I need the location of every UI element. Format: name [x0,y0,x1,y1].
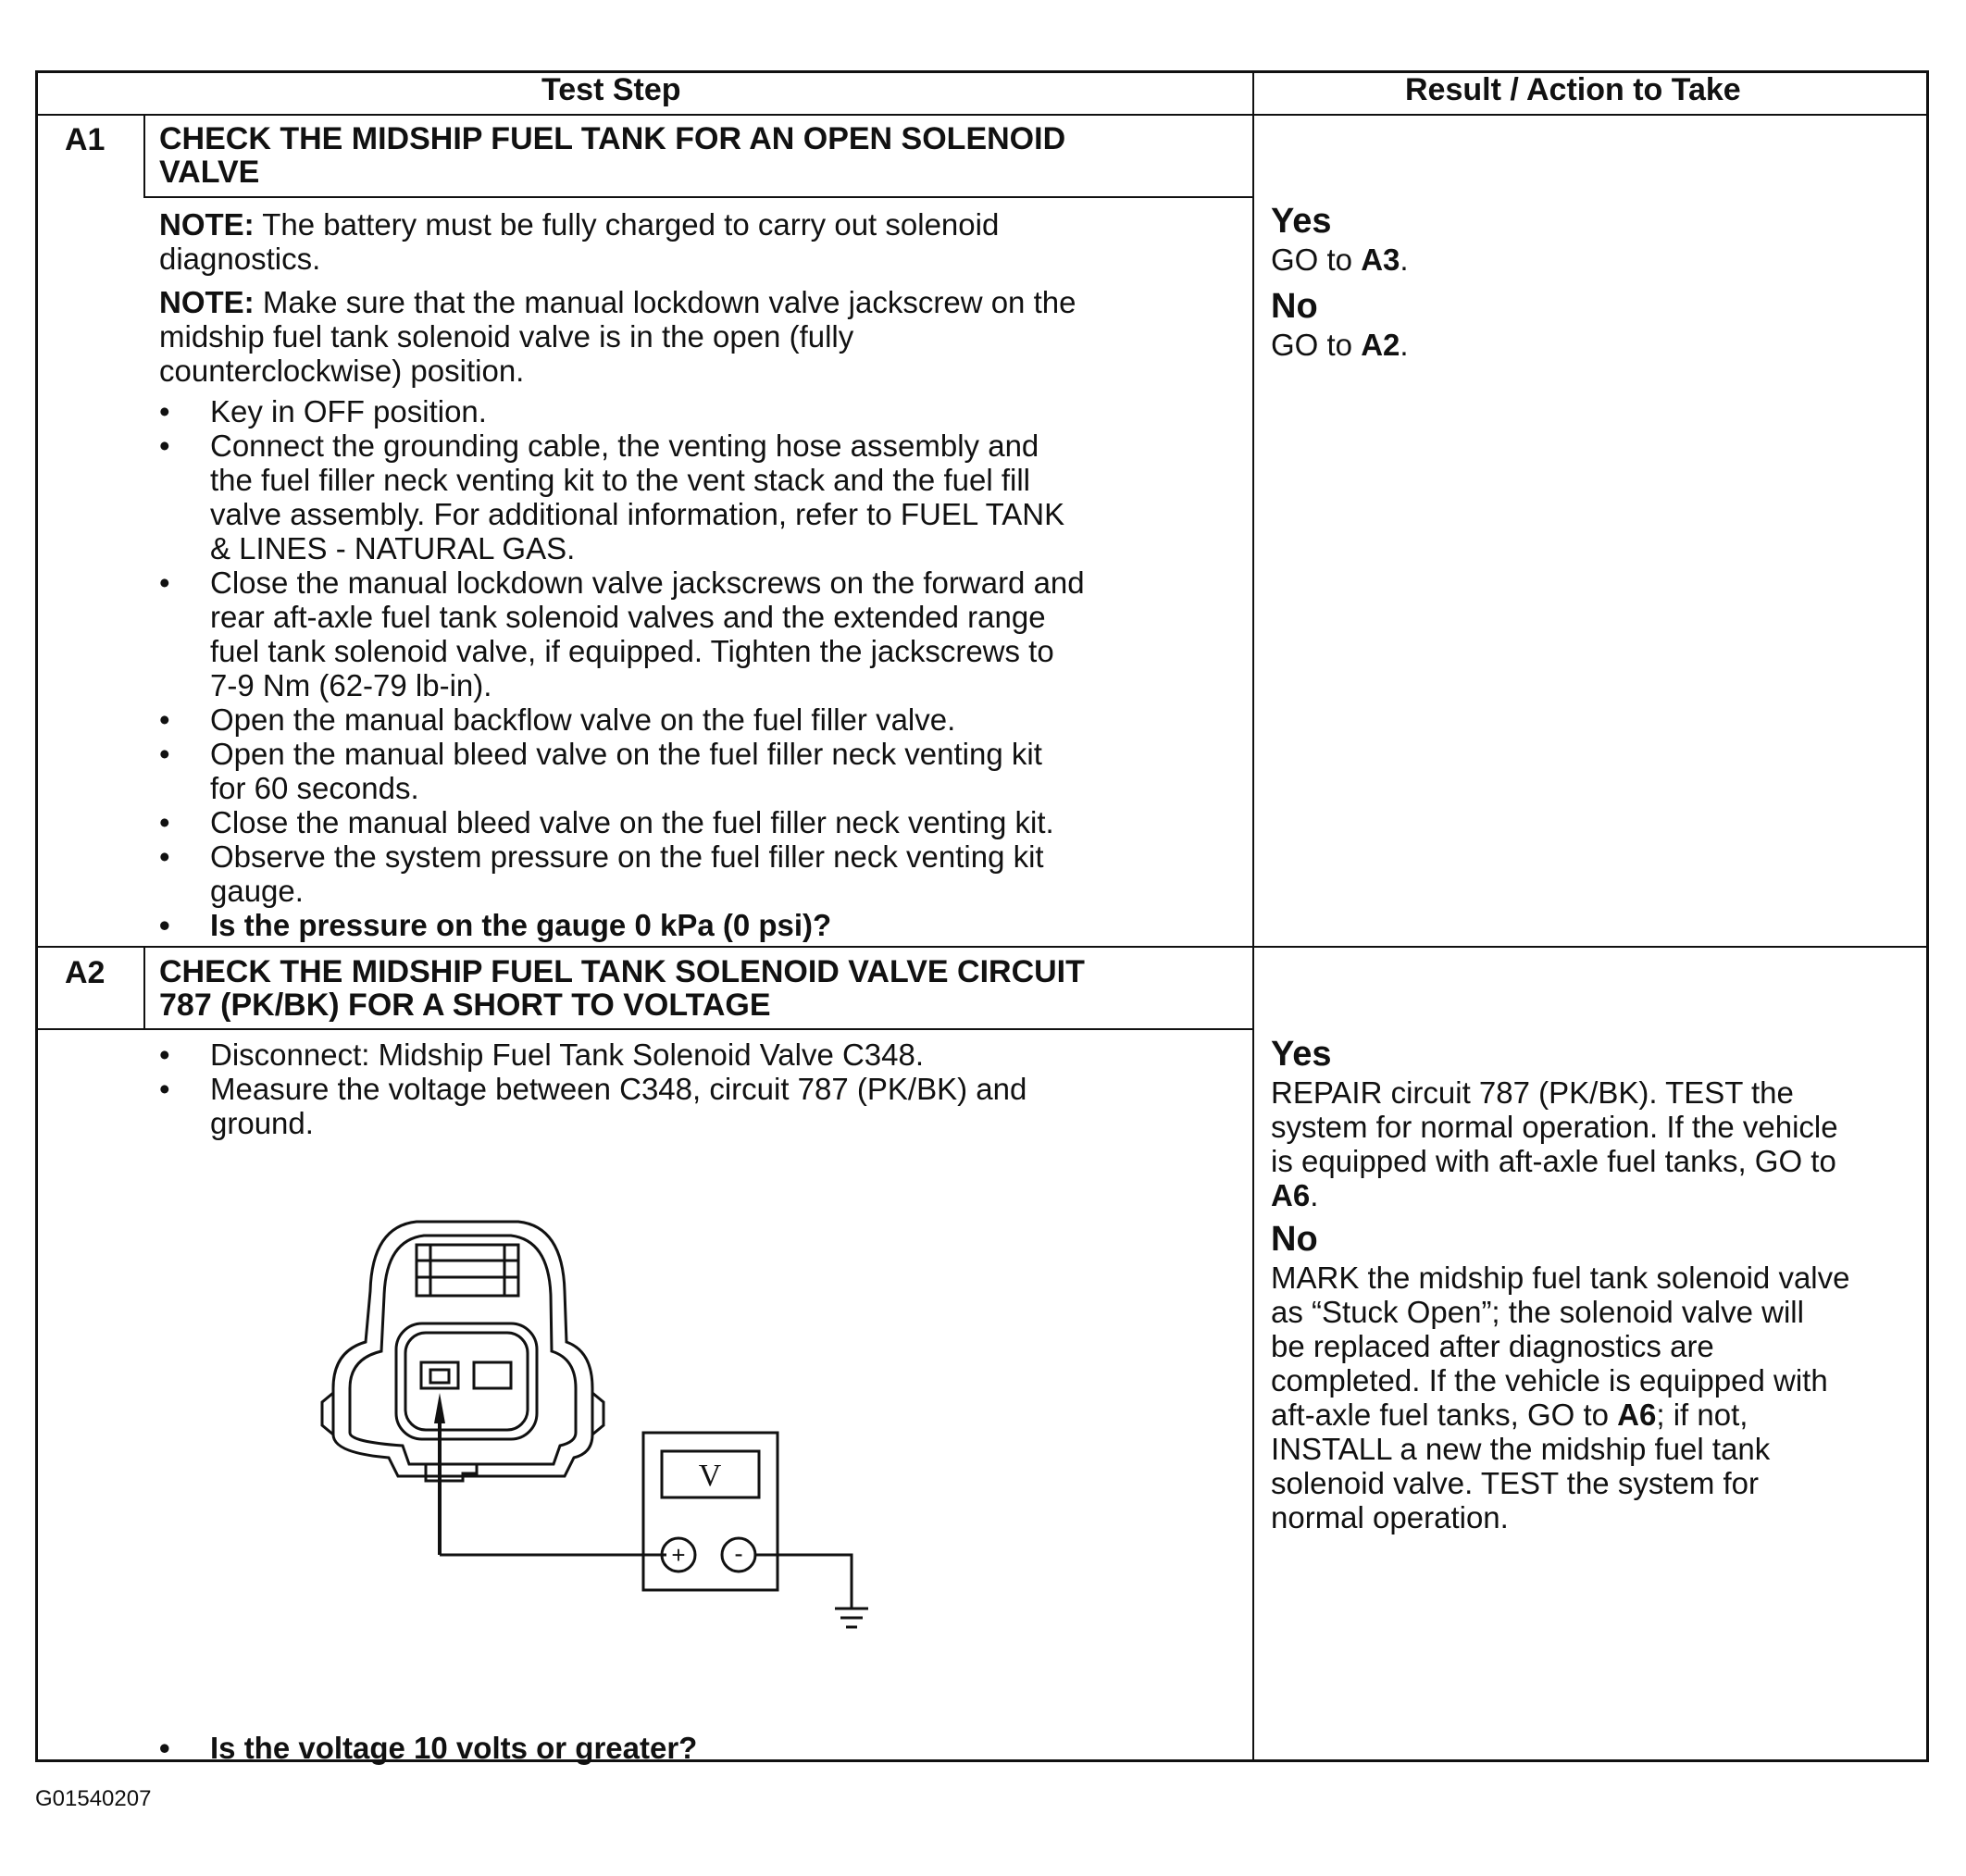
a2-steps-list [159,1037,1027,1140]
text-line: aft-axle fuel tanks, GO to A6; if not, [1271,1398,1748,1432]
text-line: MARK the midship fuel tank solenoid valve [1271,1261,1850,1295]
a1-step-item [159,737,1085,805]
text-line: be replaced after diagnostics are [1271,1329,1714,1363]
a1-yes-label: Yes [1271,202,1332,241]
a1-step-item [159,565,1085,702]
a2-no-label: No [1271,1220,1318,1259]
a1-step-item [159,805,1085,839]
terminal-housing [396,1323,537,1439]
a1-step-item [159,429,1085,565]
step-id-divider-a1 [143,114,145,197]
ground-wire [755,1555,852,1609]
voltmeter-label: V [698,1459,722,1493]
a1-step-item [159,394,1085,429]
step-line: • Connect the grounding cable, the venting hose assembly and [210,429,1039,463]
voltmeter [643,1433,778,1590]
connector-voltmeter-diagram [315,1203,889,1638]
a1-title-divider [143,196,1252,198]
a2-question: • Is the voltage 10 volts or greater? [159,1731,697,1765]
a1-note2-line2: midship fuel tank solenoid valve is in the open (fully [159,319,854,354]
step-line: fuel tank solenoid valve, if equipped. Tighten the jackscrews to [210,634,1054,668]
text-line: REPAIR circuit 787 (PK/BK). TEST the [1271,1075,1794,1110]
a1-note1: NOTE: The battery must be fully charged to carry out solenoid [159,207,1000,242]
a2-title-line2: 787 (PK/BK) FOR A SHORT TO VOLTAGE [159,988,771,1023]
a2-yes-label: Yes [1271,1035,1332,1074]
a2-yes-action [1271,1075,1838,1212]
step-id-a1: A1 [65,122,106,157]
a1-step-item [159,839,1085,908]
terminal-cavity-1 [421,1362,458,1388]
step-line: • Key in OFF position. [210,394,487,429]
a1-title-line1: CHECK THE MIDSHIP FUEL TANK FOR AN OPEN SOLENOID [159,121,1066,156]
text-line: solenoid valve. TEST the system for [1271,1466,1760,1500]
step-line: & LINES - NATURAL GAS. [210,531,576,565]
step-line: • Close the manual lockdown valve jackscrews on the forward and [210,565,1085,600]
text-line: system for normal operation. If the vehicle [1271,1110,1838,1144]
column-divider [1252,70,1254,1762]
step-line: rear aft-axle fuel tank solenoid valves and the extended range [210,600,1046,634]
header-test-step: Test Step [541,72,681,107]
step-line: gauge. [210,874,304,908]
step-line: • Open the manual backflow valve on the fuel filler valve. [210,702,956,737]
step-line: for 60 seconds. [210,771,419,805]
a2-yes-target: A6. [1271,1178,1319,1212]
a1-question: • Is the pressure on the gauge 0 kPa (0 psi)? [159,908,1085,942]
step-id-a2: A2 [65,955,106,990]
a2-step-item [159,1072,1027,1140]
text-line: completed. If the vehicle is equipped with [1271,1363,1828,1398]
ground-symbol [835,1609,868,1627]
header-divider [35,114,1929,116]
header-result-action: Result / Action to Take [1405,72,1741,107]
a2-step-item [159,1037,1027,1072]
step-line: valve assembly. For additional information, refer to FUEL TANK [210,497,1065,531]
terminal-cavity-2 [474,1362,511,1388]
text-line: is equipped with aft-axle fuel tanks, GO to [1271,1144,1836,1178]
step-line: • Close the manual bleed valve on the fuel filler neck venting kit. [210,805,1054,839]
probe-arrow [434,1393,445,1423]
a2-title-line1: CHECK THE MIDSHIP FUEL TANK SOLENOID VALVE CIRCUIT [159,954,1085,989]
a1-note2-line3: counterclockwise) position. [159,354,525,388]
step-reference: A6 [1271,1178,1311,1212]
text-line: INSTALL a new the midship fuel tank [1271,1432,1771,1466]
text-line: normal operation. [1271,1500,1509,1534]
step-line: • Open the manual bleed valve on the fuel filler neck venting kit [210,737,1042,771]
a1-no-action: GO to A2. [1271,328,1409,362]
step-line: ground. [210,1106,314,1140]
text-line: as “Stuck Open”; the solenoid valve will [1271,1295,1804,1329]
a1-note2: NOTE: Make sure that the manual lockdown valve jackscrew on the [159,285,1076,319]
a2-no-action [1271,1261,1850,1534]
step-line: • Measure the voltage between C348, circuit 787 (PK/BK) and [210,1072,1027,1106]
step-line: 7-9 Nm (62-79 lb-in). [210,668,492,702]
a1-steps-list [159,394,1085,942]
step-line: • Disconnect: Midship Fuel Tank Solenoid Valve C348. [210,1037,925,1072]
step-line: the fuel filler neck venting kit to the vent stack and the fuel fill [210,463,1030,497]
a2-question-list [159,1731,697,1765]
a1-step-item [159,702,1085,737]
step-reference: A6 [1617,1398,1657,1432]
step-line: • Observe the system pressure on the fuel filler neck venting kit [210,839,1044,874]
meter-minus-sign: - [734,1539,743,1568]
step-id-divider-a2 [143,946,145,1029]
figure-id: G01540207 [35,1786,152,1811]
a2-title-divider [35,1028,1252,1030]
a1-note1-line2: diagnostics. [159,242,321,276]
a1-yes-action: GO to A3. [1271,242,1409,277]
a1-no-label: No [1271,287,1318,326]
meter-plus-sign: + [671,1541,686,1569]
a1-title-line2: VALVE [159,155,260,190]
a1-a2-divider [35,946,1929,948]
